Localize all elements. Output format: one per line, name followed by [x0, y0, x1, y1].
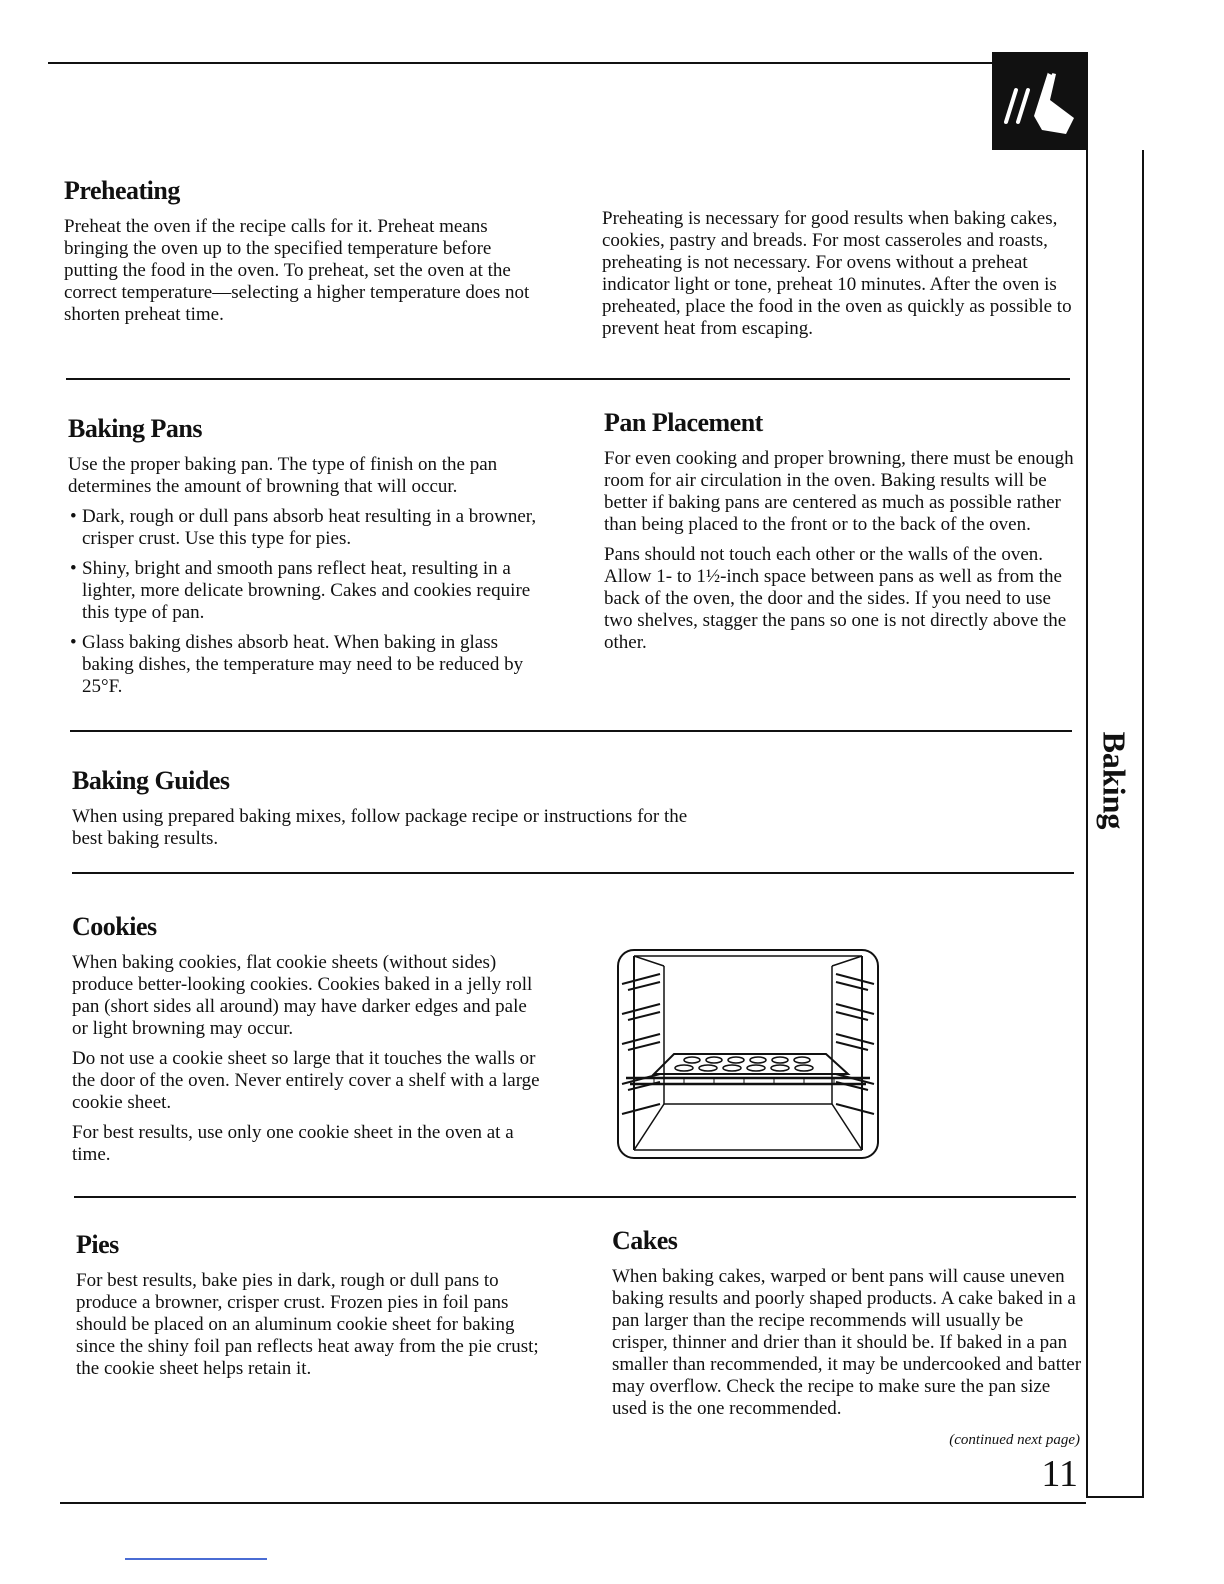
baking-pans-section	[68, 414, 538, 706]
oven-cookie-sheet-illustration	[614, 944, 882, 1164]
hand-pointing-icon	[992, 52, 1088, 150]
cookies-p3: For best results, use only one cookie sheet in the oven at a time.	[72, 1122, 514, 1165]
continued-note: (continued next page)	[949, 1432, 1080, 1448]
pies-text: For best results, bake pies in dark, rough or dull pans to produce a browner, crisper crust. Frozen pies in foil pans should be placed on an aluminum cookie sheet for baking since the shiny foil pan reflects heat away from the pie crust; the cookie sheet helps retain it.	[76, 1270, 539, 1379]
cookies-section	[72, 912, 542, 1174]
baking-guides-text: When using prepared baking mixes, follow package recipe or instructions for the best baking results.	[72, 806, 688, 849]
side-tab-label: Baking	[1096, 731, 1133, 829]
baking-pans-title: Baking Pans	[68, 414, 202, 443]
preheating-section	[64, 176, 544, 334]
cakes-text: When baking cakes, warped or bent pans will cause uneven baking results and poorly shaped products. A cake baked in a pan larger than the recipe recommends will usually be crisper, thinner and drier than it should be. If baked in a pan smaller than recommended, it may be undercooked and batter may overflow. Check the recipe to make sure the pan size used is the one recommended.	[612, 1266, 1082, 1419]
divider-4	[74, 1196, 1076, 1198]
pan-placement-p2: Pans should not touch each other or the walls of the oven. Allow 1- to 1½-inch space between pans as well as from the back of the oven, the door and the sides. If you need to use two shelves, stagger the pans so one is not directly above the other.	[604, 544, 1067, 653]
list-item: • Glass baking dishes absorb heat. When baking in glass baking dishes, the temperature may need to be reduced by 25°F.	[68, 632, 538, 698]
cakes-title: Cakes	[612, 1226, 678, 1255]
divider-1	[66, 378, 1070, 380]
baking-pans-intro: Use the proper baking pan. The type of finish on the pan determines the amount of browning that will occur.	[68, 454, 498, 497]
cookies-p2: Do not use a cookie sheet so large that it touches the walls or the door of the oven. Never entirely cover a shelf with a large cookie sheet.	[72, 1048, 540, 1113]
pan-placement-section	[604, 408, 1074, 662]
pies-section	[76, 1230, 546, 1388]
divider-2	[70, 730, 1072, 732]
list-item: • Shiny, bright and smooth pans reflect heat, resulting in a lighter, more delicate browning. Cakes and cookies require this type of pan.	[68, 558, 538, 624]
preheating-title: Preheating	[64, 176, 180, 205]
right-frame	[1086, 56, 1088, 1498]
top-rule	[48, 62, 1088, 64]
baking-pans-list	[68, 506, 538, 698]
divider-3	[72, 872, 1074, 874]
cakes-section	[612, 1226, 1082, 1428]
tab-bottom-rule	[1086, 1496, 1144, 1498]
list-item: • Dark, rough or dull pans absorb heat resulting in a browner, crisper crust. Use this type for pies.	[68, 506, 538, 550]
baking-guides-section	[72, 766, 712, 858]
tab-right-frame	[1142, 150, 1144, 1498]
scan-mark	[125, 1558, 267, 1560]
preheating-text-col1: Preheat the oven if the recipe calls for it. Preheat means bringing the oven up to the specified temperature before putting the food in the oven. To preheat, set the oven at the correct temperature—selecting a higher temperature does not shorten preheat time.	[64, 216, 530, 325]
preheating-text-col2: Preheating is necessary for good results when baking cakes, cookies, pastry and breads. For most casseroles and roasts, preheating is not necessary. For ovens without a preheat indicator light or tone, preheat 10 minutes. After the oven is preheated, place the food in the oven as quickly as possible to prevent heat from escaping.	[602, 208, 1072, 339]
cookies-title: Cookies	[72, 912, 157, 941]
cookies-p1: When baking cookies, flat cookie sheets (without sides) produce better-looking cookies. Cookies baked in a jelly roll pan (short sides all around) may have darker edges and pale or light browning may occur.	[72, 952, 533, 1039]
preheating-section-col2	[602, 208, 1072, 348]
baking-guides-title: Baking Guides	[72, 766, 230, 795]
pan-placement-title: Pan Placement	[604, 408, 763, 437]
page-number: 11	[1041, 1453, 1078, 1495]
pan-placement-p1: For even cooking and proper browning, there must be enough room for air circulation in the oven. Baking results will be better if baking pans are centered as much as possible rather than being placed to the front or to the back of the oven.	[604, 448, 1074, 535]
bottom-rule	[60, 1502, 1086, 1504]
pies-title: Pies	[76, 1230, 119, 1259]
